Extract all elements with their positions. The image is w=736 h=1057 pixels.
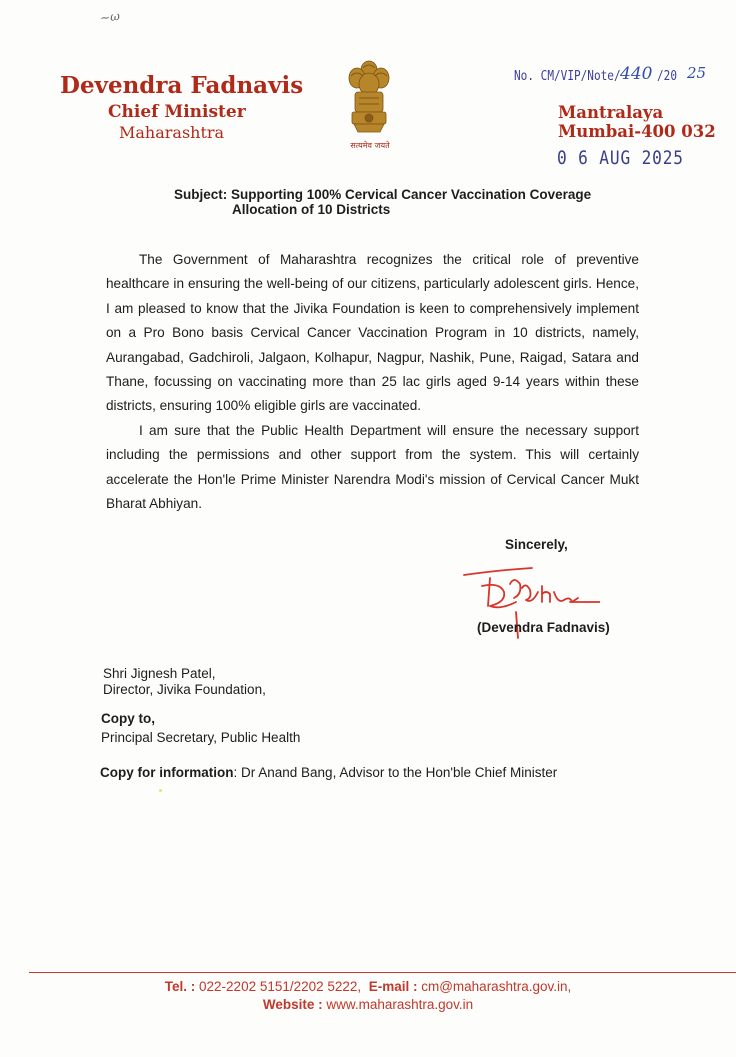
reference-number-handwritten: 440 bbox=[620, 64, 653, 84]
date-stamp: 0 6 AUG 2025 bbox=[557, 147, 684, 169]
reference-number-year-handwritten: 25 bbox=[687, 64, 707, 82]
reference-number-prefix: No. CM/VIP/Note/ bbox=[514, 68, 621, 84]
footer-tel-label: Tel. : bbox=[164, 979, 196, 994]
footer-divider bbox=[29, 972, 736, 973]
handwritten-corner-mark: ~ω bbox=[99, 8, 121, 26]
footer-website-value[interactable]: www.maharashtra.gov.in bbox=[322, 997, 474, 1012]
subject-line: Subject: Supporting 100% Cervical Cancer Vaccination Coverage bbox=[174, 187, 592, 202]
office-place: Mantralaya bbox=[558, 103, 664, 122]
addressee-name: Shri Jignesh Patel, bbox=[103, 666, 216, 681]
sender-state: Maharashtra bbox=[119, 123, 225, 142]
copy-info-label: Copy for information bbox=[100, 765, 234, 780]
addressee-designation: Director, Jivika Foundation, bbox=[103, 682, 266, 697]
signer-name: (Devendra Fadnavis) bbox=[477, 620, 610, 635]
sender-name: Devendra Fadnavis bbox=[60, 72, 304, 99]
footer-website-label: Website : bbox=[262, 997, 323, 1012]
body-paragraph-1: The Government of Maharashtra recognizes the critical role of preventive healthcare in ensuring the well-being of our citizens, particularly adolescent girls. Hence, I am pleased to know that the Jivika Foundation is keen to comprehensively implement on a Pro Bono basis Cervical Cancer Vaccination Program in 10 districts, namely, Aurangabad, Gadchiroli, Jalgaon, Kolhapur, Nagpur, Nashik, Pune, Raigad, Satara and Thane, focussing on vaccinating more than 25 lac girls aged 9-14 years within these districts, ensuring 100% eligible girls are vaccinated. bbox=[106, 252, 639, 414]
copy-for-information bbox=[100, 765, 557, 780]
footer-email-label: E-mail : bbox=[368, 979, 418, 994]
emblem-motto: सत्यमेव जयते bbox=[350, 141, 390, 150]
copy-info-recipient: : Dr Anand Bang, Advisor to the Hon'ble Chief Minister bbox=[233, 765, 558, 780]
paper-speck bbox=[159, 789, 162, 792]
office-pin: Mumbai-400 032 bbox=[558, 122, 716, 141]
subject-line-2: Allocation of 10 Districts bbox=[232, 202, 391, 217]
closing-salutation: Sincerely, bbox=[505, 537, 568, 552]
footer-tel-value: 022-2202 5151/2202 5222, bbox=[195, 979, 362, 994]
reference-number-year-prefix: /20 bbox=[657, 68, 678, 84]
ashoka-emblem-icon bbox=[346, 58, 392, 142]
copy-to-recipient: Principal Secretary, Public Health bbox=[101, 730, 301, 745]
copy-to-label: Copy to, bbox=[101, 711, 155, 726]
body-paragraph-2: I am sure that the Public Health Department will ensure the necessary support including the permissions and other support from the system. This will certainly accelerate the Hon'le Prime Minister Narendra Modi's mission of Cervical Cancer Mukt Bharat Abhiyan. bbox=[106, 423, 639, 512]
footer-contact bbox=[0, 979, 736, 994]
footer-website bbox=[0, 997, 736, 1012]
footer-email-value[interactable]: cm@maharashtra.gov.in, bbox=[417, 979, 572, 994]
sender-designation: Chief Minister bbox=[108, 102, 246, 122]
